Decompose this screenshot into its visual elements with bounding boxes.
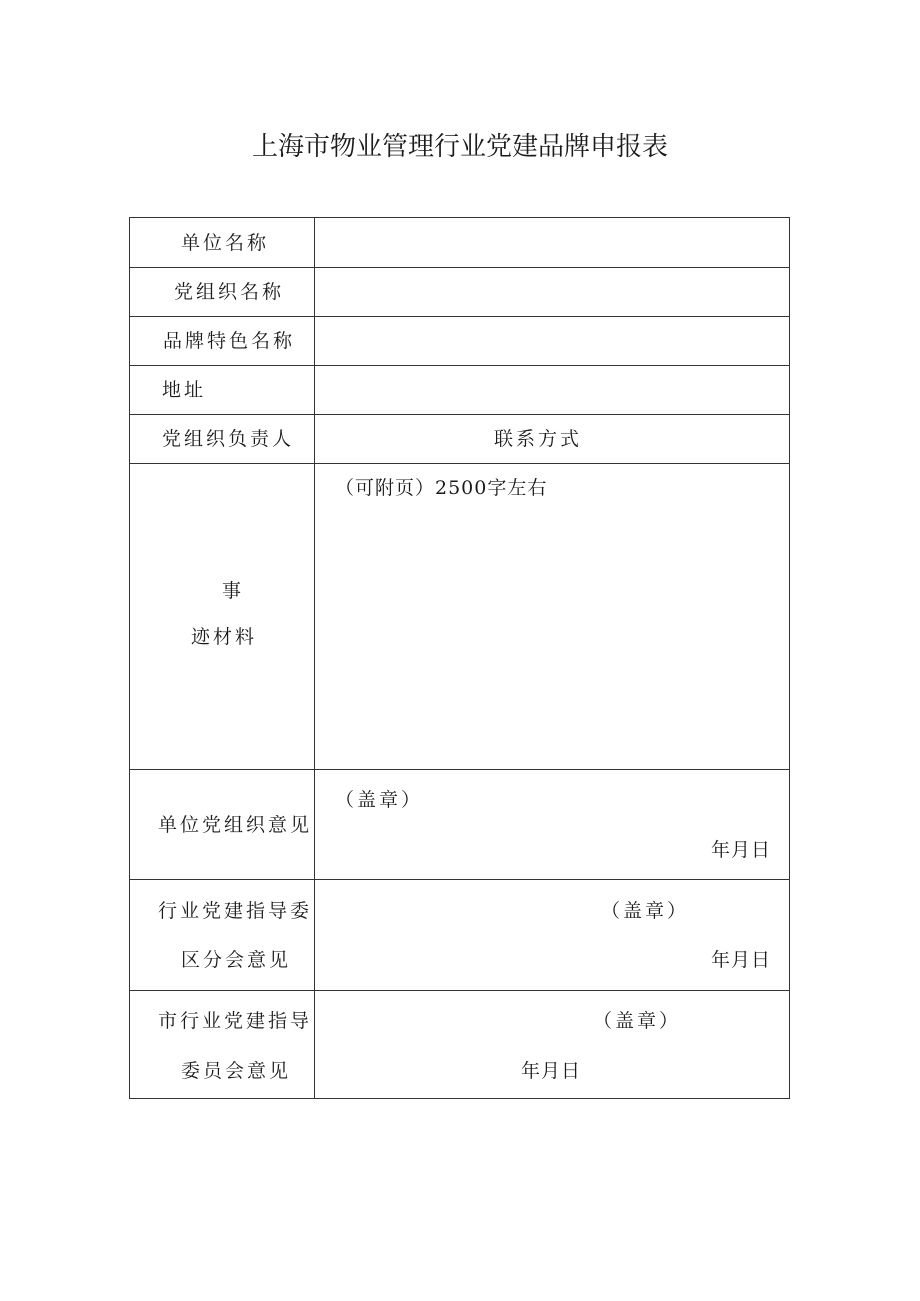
district-opinion-seal: （盖章） xyxy=(601,900,690,922)
unit-name-field[interactable] xyxy=(315,218,789,267)
brand-name-field[interactable] xyxy=(315,317,789,365)
deeds-label-line1: 事 xyxy=(222,580,245,602)
unit-opinion-label: 单位党组织意见 xyxy=(158,814,313,836)
district-opinion-label-line1: 行业党建指导委 xyxy=(158,900,313,922)
district-opinion-label-line2: 区分会意见 xyxy=(181,949,292,971)
row-divider xyxy=(130,879,789,880)
city-opinion-label-line1: 市行业党建指导 xyxy=(158,1010,313,1032)
address-label: 地址 xyxy=(162,379,207,401)
district-opinion-date: 年月日 xyxy=(711,949,772,971)
row-divider xyxy=(130,414,789,415)
deeds-label-line2: 迹材料 xyxy=(191,626,258,648)
party-leader-label: 党组织负责人 xyxy=(162,428,295,450)
address-field[interactable] xyxy=(315,366,789,414)
deeds-note: （可附页）2500字左右 xyxy=(335,477,548,499)
application-form-table xyxy=(129,217,790,1099)
unit-opinion-seal: （盖章） xyxy=(335,789,424,811)
contact-label: 联系方式 xyxy=(494,428,583,450)
unit-opinion-date: 年月日 xyxy=(711,839,772,861)
city-opinion-label-line2: 委员会意见 xyxy=(181,1060,292,1082)
party-org-name-field[interactable] xyxy=(315,268,789,316)
deeds-material-field[interactable] xyxy=(315,464,789,769)
page-title: 上海市物业管理行业党建品牌申报表 xyxy=(251,132,668,162)
party-org-name-label: 党组织名称 xyxy=(174,281,285,303)
row-divider xyxy=(130,990,789,991)
city-opinion-date: 年月日 xyxy=(521,1060,582,1082)
brand-name-label: 品牌特色名称 xyxy=(163,330,296,352)
unit-name-label: 单位名称 xyxy=(181,232,270,254)
row-divider xyxy=(130,769,789,770)
city-opinion-seal: （盖章） xyxy=(593,1010,682,1032)
